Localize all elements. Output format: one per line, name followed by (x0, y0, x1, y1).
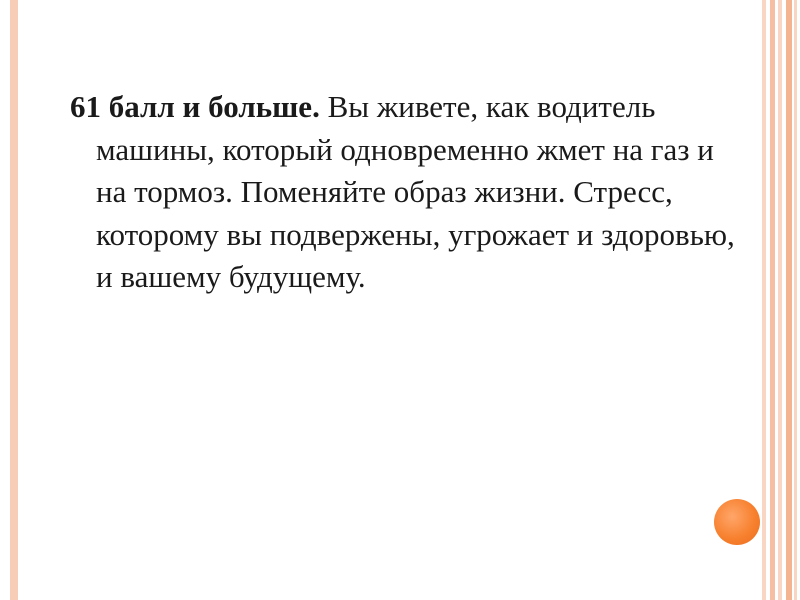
left-frame-stripe (10, 0, 18, 600)
orange-circle-decoration (714, 499, 760, 545)
right-frame-stripe (762, 0, 766, 600)
right-frame-stripe (786, 0, 792, 600)
slide-body-text (70, 86, 736, 299)
right-frame-stripe (778, 0, 782, 600)
right-frame-stripe (794, 0, 797, 600)
score-description: Вы живете, как водитель машины, который одновременно жмет на газ и на тормоз. Поменяйте образ жизни. Стресс, которому вы подвержены, угрожает и здоровью, и вашему будущему. (96, 89, 735, 294)
score-heading: 61 балл и больше. (70, 89, 320, 124)
right-frame-stripe (770, 0, 775, 600)
